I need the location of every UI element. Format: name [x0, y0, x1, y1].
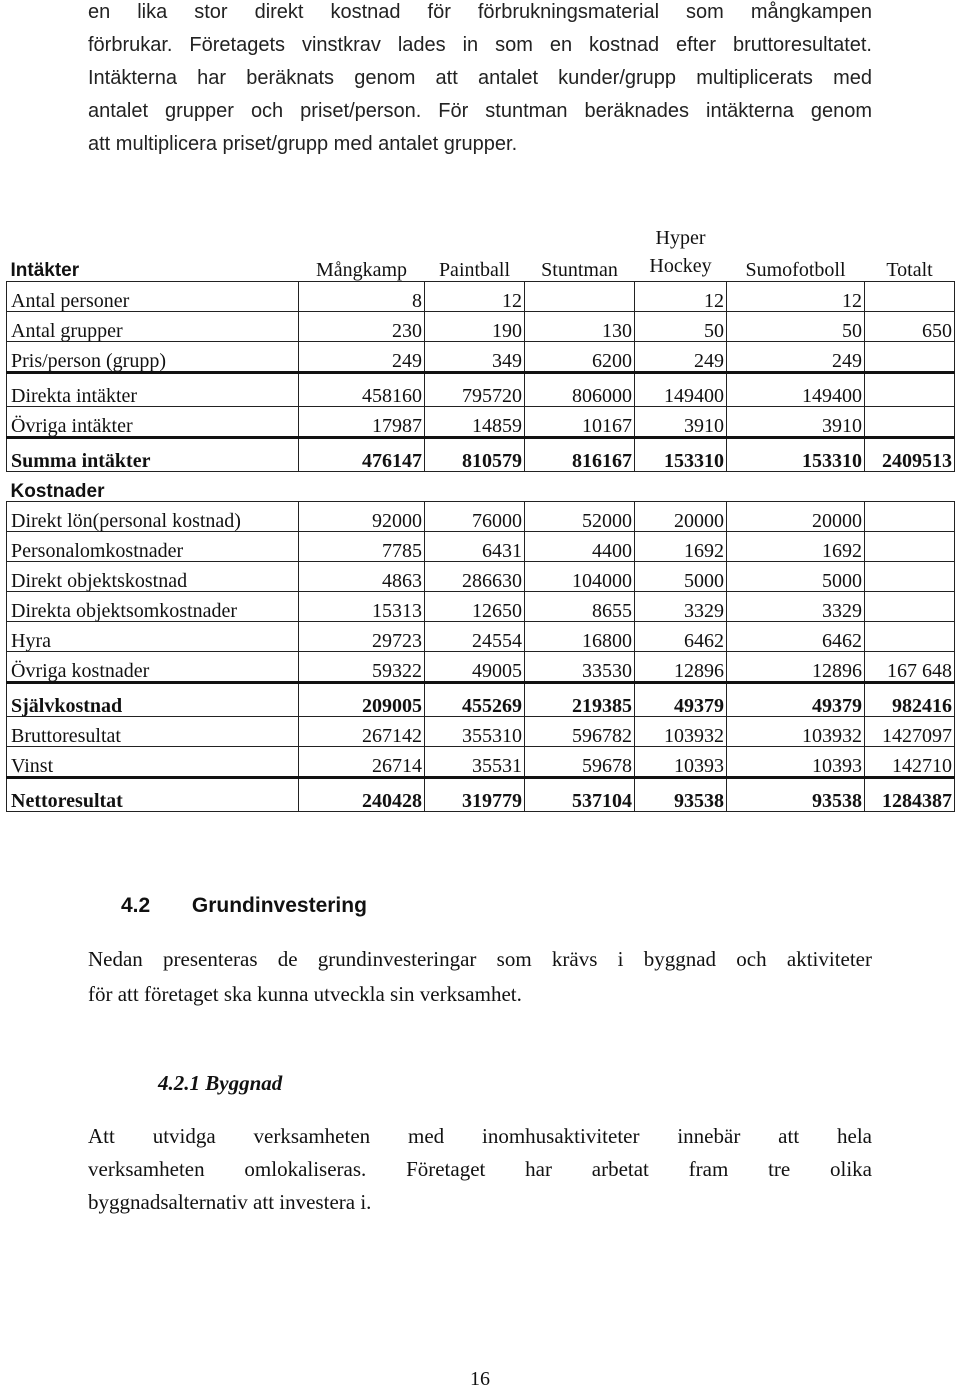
- table-cell: 190: [425, 312, 525, 342]
- table-row: [7, 407, 955, 438]
- table-cell: 1427097: [865, 717, 955, 747]
- table-cell: 816167: [525, 438, 635, 472]
- column-header: Totalt: [886, 259, 933, 281]
- intro-paragraph: [88, 0, 872, 161]
- table-cell: 14859: [425, 407, 525, 438]
- table-cell: 1284387: [865, 778, 955, 812]
- table-cell: 52000: [525, 502, 635, 532]
- table-cell: [635, 472, 727, 502]
- row-label: Bruttoresultat: [7, 717, 299, 747]
- table-cell: [865, 342, 955, 373]
- column-header: Stuntman: [541, 259, 618, 281]
- table-cell: 149400: [727, 373, 865, 407]
- table-cell: [865, 592, 955, 622]
- table-row: [7, 312, 955, 342]
- row-label: Direkt lön(personal kostnad): [7, 502, 299, 532]
- table-cell: 209005: [299, 683, 425, 717]
- table-cell: 349: [425, 342, 525, 373]
- table-cell: 4863: [299, 562, 425, 592]
- row-label: Vinst: [7, 747, 299, 778]
- row-label: Hyra: [7, 622, 299, 652]
- column-header: Paintball: [438, 259, 511, 281]
- table-cell: 20000: [635, 502, 727, 532]
- column-header-line: Hyper: [655, 227, 706, 249]
- table-cell: 49379: [635, 683, 727, 717]
- table-cell: [865, 407, 955, 438]
- table-cell: 476147: [299, 438, 425, 472]
- table-cell: 12: [727, 282, 865, 312]
- intro-line: att multiplicera priset/grupp med antalet grupper.: [88, 133, 518, 155]
- table-cell: 5000: [727, 562, 865, 592]
- table-cell: 219385: [525, 683, 635, 717]
- row-label: Pris/person (grupp): [7, 342, 299, 373]
- table-cell: 7785: [299, 532, 425, 562]
- table-row: [7, 717, 955, 747]
- table-cell: 76000: [425, 502, 525, 532]
- paragraph-line: verksamheten omlokaliseras. Företaget har arbetat fram tre olika: [88, 1157, 872, 1181]
- table-cell: 10393: [635, 747, 727, 778]
- table-cell: 267142: [299, 717, 425, 747]
- table-cell: 537104: [525, 778, 635, 812]
- table-cell: 130: [525, 312, 635, 342]
- table-cell: 795720: [425, 373, 525, 407]
- income-table: [6, 222, 955, 812]
- table-row: [7, 778, 955, 812]
- row-label: Övriga kostnader: [7, 652, 299, 683]
- row-label: Antal personer: [7, 282, 299, 312]
- table-cell: 240428: [299, 778, 425, 812]
- table-cell: 3910: [727, 407, 865, 438]
- row-label: Direkta objektsomkostnader: [7, 592, 299, 622]
- table-row: [7, 502, 955, 532]
- table-cell: 458160: [299, 373, 425, 407]
- table-cell: 1692: [635, 532, 727, 562]
- table-cell: 982416: [865, 683, 955, 717]
- table-cell: 59678: [525, 747, 635, 778]
- table-cell: 1692: [727, 532, 865, 562]
- table-cell: 249: [727, 342, 865, 373]
- paragraph-line: för att företaget ska kunna utveckla sin verksamhet.: [88, 982, 522, 1006]
- table-cell: [865, 562, 955, 592]
- subsection-number: 4.2.1: [158, 1071, 200, 1095]
- table-cell: 50: [727, 312, 865, 342]
- section-heading: [121, 894, 367, 918]
- table-cell: 319779: [425, 778, 525, 812]
- row-label: Nettoresultat: [7, 778, 299, 812]
- table-row: [7, 532, 955, 562]
- intro-line: antalet grupper och priset/person. För stuntman beräknades intäkterna genom: [88, 100, 872, 122]
- table-row: [7, 683, 955, 717]
- table-row: [7, 652, 955, 683]
- table-cell: 20000: [727, 502, 865, 532]
- table-cell: 810579: [425, 438, 525, 472]
- column-header-line: Hockey: [649, 255, 712, 277]
- table-cell: 2409513: [865, 438, 955, 472]
- section-title: Grundinvestering: [191, 894, 367, 917]
- table-cell: 6462: [727, 622, 865, 652]
- table-cell: 35531: [425, 747, 525, 778]
- table-cell: 15313: [299, 592, 425, 622]
- table-cell: 103932: [727, 717, 865, 747]
- table-cell: 12: [425, 282, 525, 312]
- table-body: [7, 282, 955, 812]
- table-row: [7, 438, 955, 472]
- table-cell: 92000: [299, 502, 425, 532]
- table-cell: 3329: [727, 592, 865, 622]
- table-cell: 10167: [525, 407, 635, 438]
- table-cell: 6431: [425, 532, 525, 562]
- row-label: Kostnader: [10, 481, 105, 502]
- intro-line: förbrukar. Företagets vinstkrav lades in som en kostnad efter bruttoresultatet.: [88, 34, 872, 56]
- table-cell: 3329: [635, 592, 727, 622]
- intro-line: Intäkterna har beräknats genom att antalet kunder/grupp multiplicerats med: [88, 67, 872, 89]
- table-cell: [525, 472, 635, 502]
- table-cell: 12: [635, 282, 727, 312]
- table-row: [7, 747, 955, 778]
- row-label: Självkostnad: [7, 683, 299, 717]
- table-cell: 93538: [727, 778, 865, 812]
- table-cell: 650: [865, 312, 955, 342]
- table-cell: 12896: [727, 652, 865, 683]
- table-cell: 26714: [299, 747, 425, 778]
- table-cell: 149400: [635, 373, 727, 407]
- section-421-paragraph: [88, 1120, 872, 1219]
- intro-line: en lika stor direkt kostnad för förbrukningsmaterial som mångkampen: [88, 1, 872, 23]
- table-row: [7, 472, 955, 502]
- row-label: Direkt objektskostnad: [7, 562, 299, 592]
- subsection-heading: [158, 1071, 282, 1096]
- table-cell: 49005: [425, 652, 525, 683]
- table-cell: 806000: [525, 373, 635, 407]
- table-cell: 167 648: [865, 652, 955, 683]
- table-cell: 29723: [299, 622, 425, 652]
- paragraph-line: byggnadsalternativ att investera i.: [88, 1190, 372, 1214]
- table-cell: 10393: [727, 747, 865, 778]
- table-cell: 286630: [425, 562, 525, 592]
- column-header: Sumofotboll: [745, 259, 846, 281]
- table-cell: 24554: [425, 622, 525, 652]
- table-cell: 50: [635, 312, 727, 342]
- table-cell: 49379: [727, 683, 865, 717]
- section-number: 4.2: [121, 894, 151, 917]
- table-cell: 103932: [635, 717, 727, 747]
- column-header: Mångkamp: [315, 259, 408, 281]
- table-cell: [425, 472, 525, 502]
- table-cell: [727, 472, 865, 502]
- table-cell: [865, 502, 955, 532]
- table-cell: 153310: [635, 438, 727, 472]
- table-cell: 33530: [525, 652, 635, 683]
- table-row: [7, 592, 955, 622]
- table-cell: 153310: [727, 438, 865, 472]
- table-cell: [865, 472, 955, 502]
- table-cell: 6200: [525, 342, 635, 373]
- column-header: [635, 222, 727, 282]
- table-cell: 8655: [525, 592, 635, 622]
- header-label: Intäkter: [10, 260, 80, 281]
- page-number: 16: [470, 1368, 490, 1390]
- paragraph-line: Nedan presenteras de grundinvesteringar som krävs i byggnad och aktiviteter: [88, 947, 872, 971]
- row-label: Personalomkostnader: [7, 532, 299, 562]
- table-cell: 230: [299, 312, 425, 342]
- table-cell: 249: [635, 342, 727, 373]
- table-row: [7, 373, 955, 407]
- table-cell: 16800: [525, 622, 635, 652]
- table-header-row: [7, 222, 955, 282]
- table-cell: [865, 373, 955, 407]
- table-cell: [299, 472, 425, 502]
- table-cell: 6462: [635, 622, 727, 652]
- table-cell: 4400: [525, 532, 635, 562]
- table-cell: 355310: [425, 717, 525, 747]
- table-row: [7, 282, 955, 312]
- table-cell: 12896: [635, 652, 727, 683]
- table-cell: 596782: [525, 717, 635, 747]
- table-cell: [865, 532, 955, 562]
- row-label: Direkta intäkter: [7, 373, 299, 407]
- section-42-paragraph: [88, 942, 872, 1012]
- table-cell: 142710: [865, 747, 955, 778]
- table-cell: [865, 622, 955, 652]
- row-label: Övriga intäkter: [7, 407, 299, 438]
- table-cell: 59322: [299, 652, 425, 683]
- paragraph-line: Att utvidga verksamheten med inomhusaktiviteter innebär att hela: [88, 1124, 872, 1148]
- table-row: [7, 562, 955, 592]
- table-cell: 12650: [425, 592, 525, 622]
- table-cell: 5000: [635, 562, 727, 592]
- table-cell: 104000: [525, 562, 635, 592]
- table-cell: 17987: [299, 407, 425, 438]
- row-label: Summa intäkter: [7, 438, 299, 472]
- table-row: [7, 622, 955, 652]
- table-cell: 8: [299, 282, 425, 312]
- table-cell: 93538: [635, 778, 727, 812]
- table-cell: 3910: [635, 407, 727, 438]
- subsection-title: Byggnad: [205, 1071, 283, 1095]
- table-cell: [525, 282, 635, 312]
- table-cell: 455269: [425, 683, 525, 717]
- table-cell: [865, 282, 955, 312]
- table-row: [7, 342, 955, 373]
- table-cell: 249: [299, 342, 425, 373]
- row-label: Antal grupper: [7, 312, 299, 342]
